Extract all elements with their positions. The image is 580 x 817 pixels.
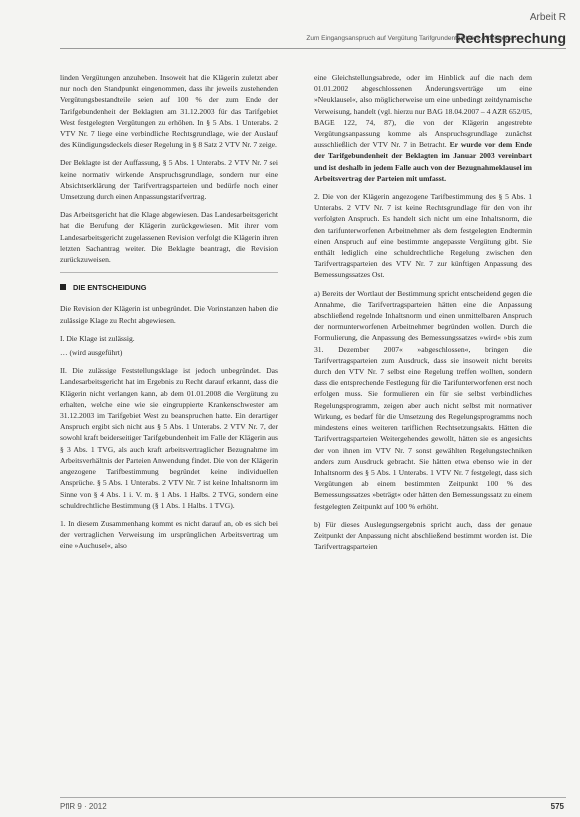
left-paragraph-2: Der Beklagte ist der Auffassung, § 5 Abs. 1 Unterabs. 2 VTV Nr. 7 sei keine normativ wirkende Anspruchsgrundlage, sondern nur eine Absichtserklärung der Tarifvertragsparteien und bedürfe noch einer Umsetzung durch einen Anpassungstarifvertrag. xyxy=(60,158,278,202)
footer-rule xyxy=(60,797,566,798)
journal-issue: PflR 9 · 2012 xyxy=(60,802,107,811)
right-paragraph-1 xyxy=(314,72,532,184)
header-rule xyxy=(60,48,566,49)
left-paragraph-6: … (wird ausgeführt) xyxy=(60,348,123,358)
right-paragraph-1-bold: Er wurde vor dem Ende der Tarifgebundenheit der Beklagten im Januar 2003 vereinbart und ist deshalb in jedem Falle auch von der Bezugnahmeklausel im Arbeitsvertrag der Parteien mit umfasst. xyxy=(314,140,532,183)
section-divider xyxy=(60,272,278,273)
section-heading-text: DIE ENTSCHEIDUNG xyxy=(73,283,147,293)
right-column xyxy=(314,72,532,559)
rubric-title: Rechtsprechung xyxy=(455,30,566,46)
left-paragraph-5: I. Die Klage ist zulässig. xyxy=(60,333,135,343)
left-paragraph-1: linden Vergütungen anzuheben. Insoweit hat die Klägerin zuletzt aber nur noch den Standpunkt eingenommen, dass ihr jeweils zustehenden Vergütungsbestandteile seien auf 100 % der zum Ende der Tarifgebundenheit der Beklagten am 31.12.2003 für das Tarifgebiet West festgelegten Vergütungen zu erhöhen. In § 5 Abs. 1 Unterabs. 2 VTV Nr. 7 liege eine verbindliche Rechtsgrundlage, wie der Auslauf des Kündigungsdeckels dieser Regelung in § 8 Satz 2 VTV Nr. 7 zeige. xyxy=(60,73,278,150)
heading-square-icon xyxy=(60,284,66,290)
left-paragraph-4: Die Revision der Klägerin ist unbegründet. Die Vorinstanzen haben die zulässige Klage zu Recht abgewiesen. xyxy=(60,304,278,325)
right-paragraph-1-text: eine Gleichstellungsabrede, oder im Hinblick auf die nach dem 01.01.2002 abgeschlossenen Änderungsverträge um eine »Neuklausel«, also möglicherweise um eine unbedingt zeitdynamische Verweisung, handelt (vgl. hierzu nur BAG 18.04.2007 – 4 AZR 652/05, BAGE 122, 74, 87), die von der Klägerin angestrebte Vergütungsanpassung komme als Anspruchsgrundlage zunächst ausschließlich der VTV Nr. 7 in Betracht. xyxy=(314,73,532,150)
left-column xyxy=(60,72,278,559)
page-number: 575 xyxy=(550,802,564,811)
right-paragraph-3: a) Bereits der Wortlaut der Bestimmung spricht entscheidend gegen die Annahme, die Tarifvertragsparteien hätten eine die Anpassung abschließend regelnde Inhaltsnorm und einen unmittelbaren Anspruch der normunterworfenen Arbeitnehmer begründen wollen. Durch die Formulierung, die Anpassung des Bemessungssatzes »wird« »bis zum 31. Dezember 2007« »abgeschlossen«, bringen die Tarifvertragsparteien zum Ausdruck, dass sie insoweit nicht bereits durch den VTV Nr. 7 selbst eine Regelung treffen wollten, sondern dass die entsprechende Festlegung für die Tarifunterworfenen erst noch erfolgen muss. Sie formulieren ein für sie selbst verbindliches Regelungsprogramm, zeigen aber auch nicht selbst mit normativer Wirkung, es bedarf für die Umsetzung des Regelungsprogramms noch mindestens eines weiteren tariflichen Rechtsetzungsakts. Hätten die Tarifvertragsparteien Weitergehendes gewollt, hätten sie es angesichts der von ihnen im VTV Nr. 7 sonst gewählten Regelungstechniken anders zum Ausdruck gebracht. Sie hätten etwa ebenso wie in der Inhaltsnorm des § 5 Abs. 1 Unterabs. 1 VTV Nr. 7 festgelegt, dass sich Vergütungen ab einem bestimmten Zeitpunkt 100 % des Bemessungssatzes »beträgt« oder hätten den Bemessungssatz zu einem festgelegten Zeitpunkt auf 100 % erhöht. xyxy=(314,288,532,511)
section-tag: Arbeit R xyxy=(529,12,566,23)
section-heading xyxy=(60,282,278,293)
left-paragraph-8: 1. In diesem Zusammenhang kommt es nicht darauf an, ob es sich bei der vertraglichen Verweisung im ursprünglichen Arbeitsvertrag um eine »Auchusel«, also xyxy=(60,518,278,551)
right-paragraph-4: b) Für dieses Auslegungsergebnis spricht auch, dass der genaue Zeitpunkt der Anpassung nicht abschließend bestimmt worden ist. Die Tarifvertragsparteien xyxy=(314,519,532,552)
right-paragraph-2: 2. Die von der Klägerin angezogene Tarifbestimmung des § 5 Abs. 1 Unterabs. 2 VTV Nr. 7 ist keine Rechtsgrundlage für den von ihr verfolgten Anspruch. Es handelt sich nicht um eine Inhaltsnorm, die den tarifunterworfenen Arbeitnehmer als dem festgelegten Endtermin einen Anspruch auf eine bestimmte angepasste Vergütung gibt. Sie enthält lediglich eine schuldrechtliche Regelung zwischen den Tarifvertragsparteien des VTV Nr. 7 zur künftigen Anpassung des Bemessungssatzes Ost. xyxy=(314,192,532,280)
running-head: Zum Eingangsanspruch auf Vergütung Tarifgrundentgelt des Arbeitgebers xyxy=(306,35,518,42)
left-paragraph-7: II. Die zulässige Feststellungsklage ist jedoch unbegründet. Das Landesarbeitsgericht hat im Ergebnis zu Recht darauf erkannt, dass die Klägerin nicht verlangen kann, ab dem 01.01.2008 die Vergütung zu erhalten, welche eine wie sie eingruppierte Krankenschwester am 31.12.2003 im Tarifgebiet West zu beanspruchen hatte. Ein derartiger Anspruch ergibt sich nicht aus § 5 Abs. 1 Unterabs. 2 VTV Nr. 7, der sowohl kraft beiderseitiger Tarifgebundenheit im Falle der Klägerin aus § 3 Abs. 1 TVG, als auch kraft arbeitsvertraglicher Bezugnahme im Arbeitsverhältnis der Parteien Anwendung findet. Die von der Klägerin angezogene Tarifbestimmung begründet keine individuellen Ansprüche. § 5 Abs. 1 Unterabs. 2 VTV Nr. 7 ist keine Inhaltsnorm im Sinne von § 4 Abs. 1 i. V. m. § 1 Abs. 1 Halbs. 2 TVG, sondern eine schuldrechtliche Bestimmung (§ 1 Abs. 1 Halbs. 1 TVG). xyxy=(60,366,278,510)
left-paragraph-3: Das Arbeitsgericht hat die Klage abgewiesen. Das Landesarbeitsgericht hat die Berufung der Klägerin zurückgewiesen. Mit ihrer vom Landesarbeitsgericht zugelassenen Revision verfolgt die Klägerin ihren letzten Sachantrag weiter. Die Beklagte beantragt, die Revision zurückzuweisen. xyxy=(60,210,278,265)
